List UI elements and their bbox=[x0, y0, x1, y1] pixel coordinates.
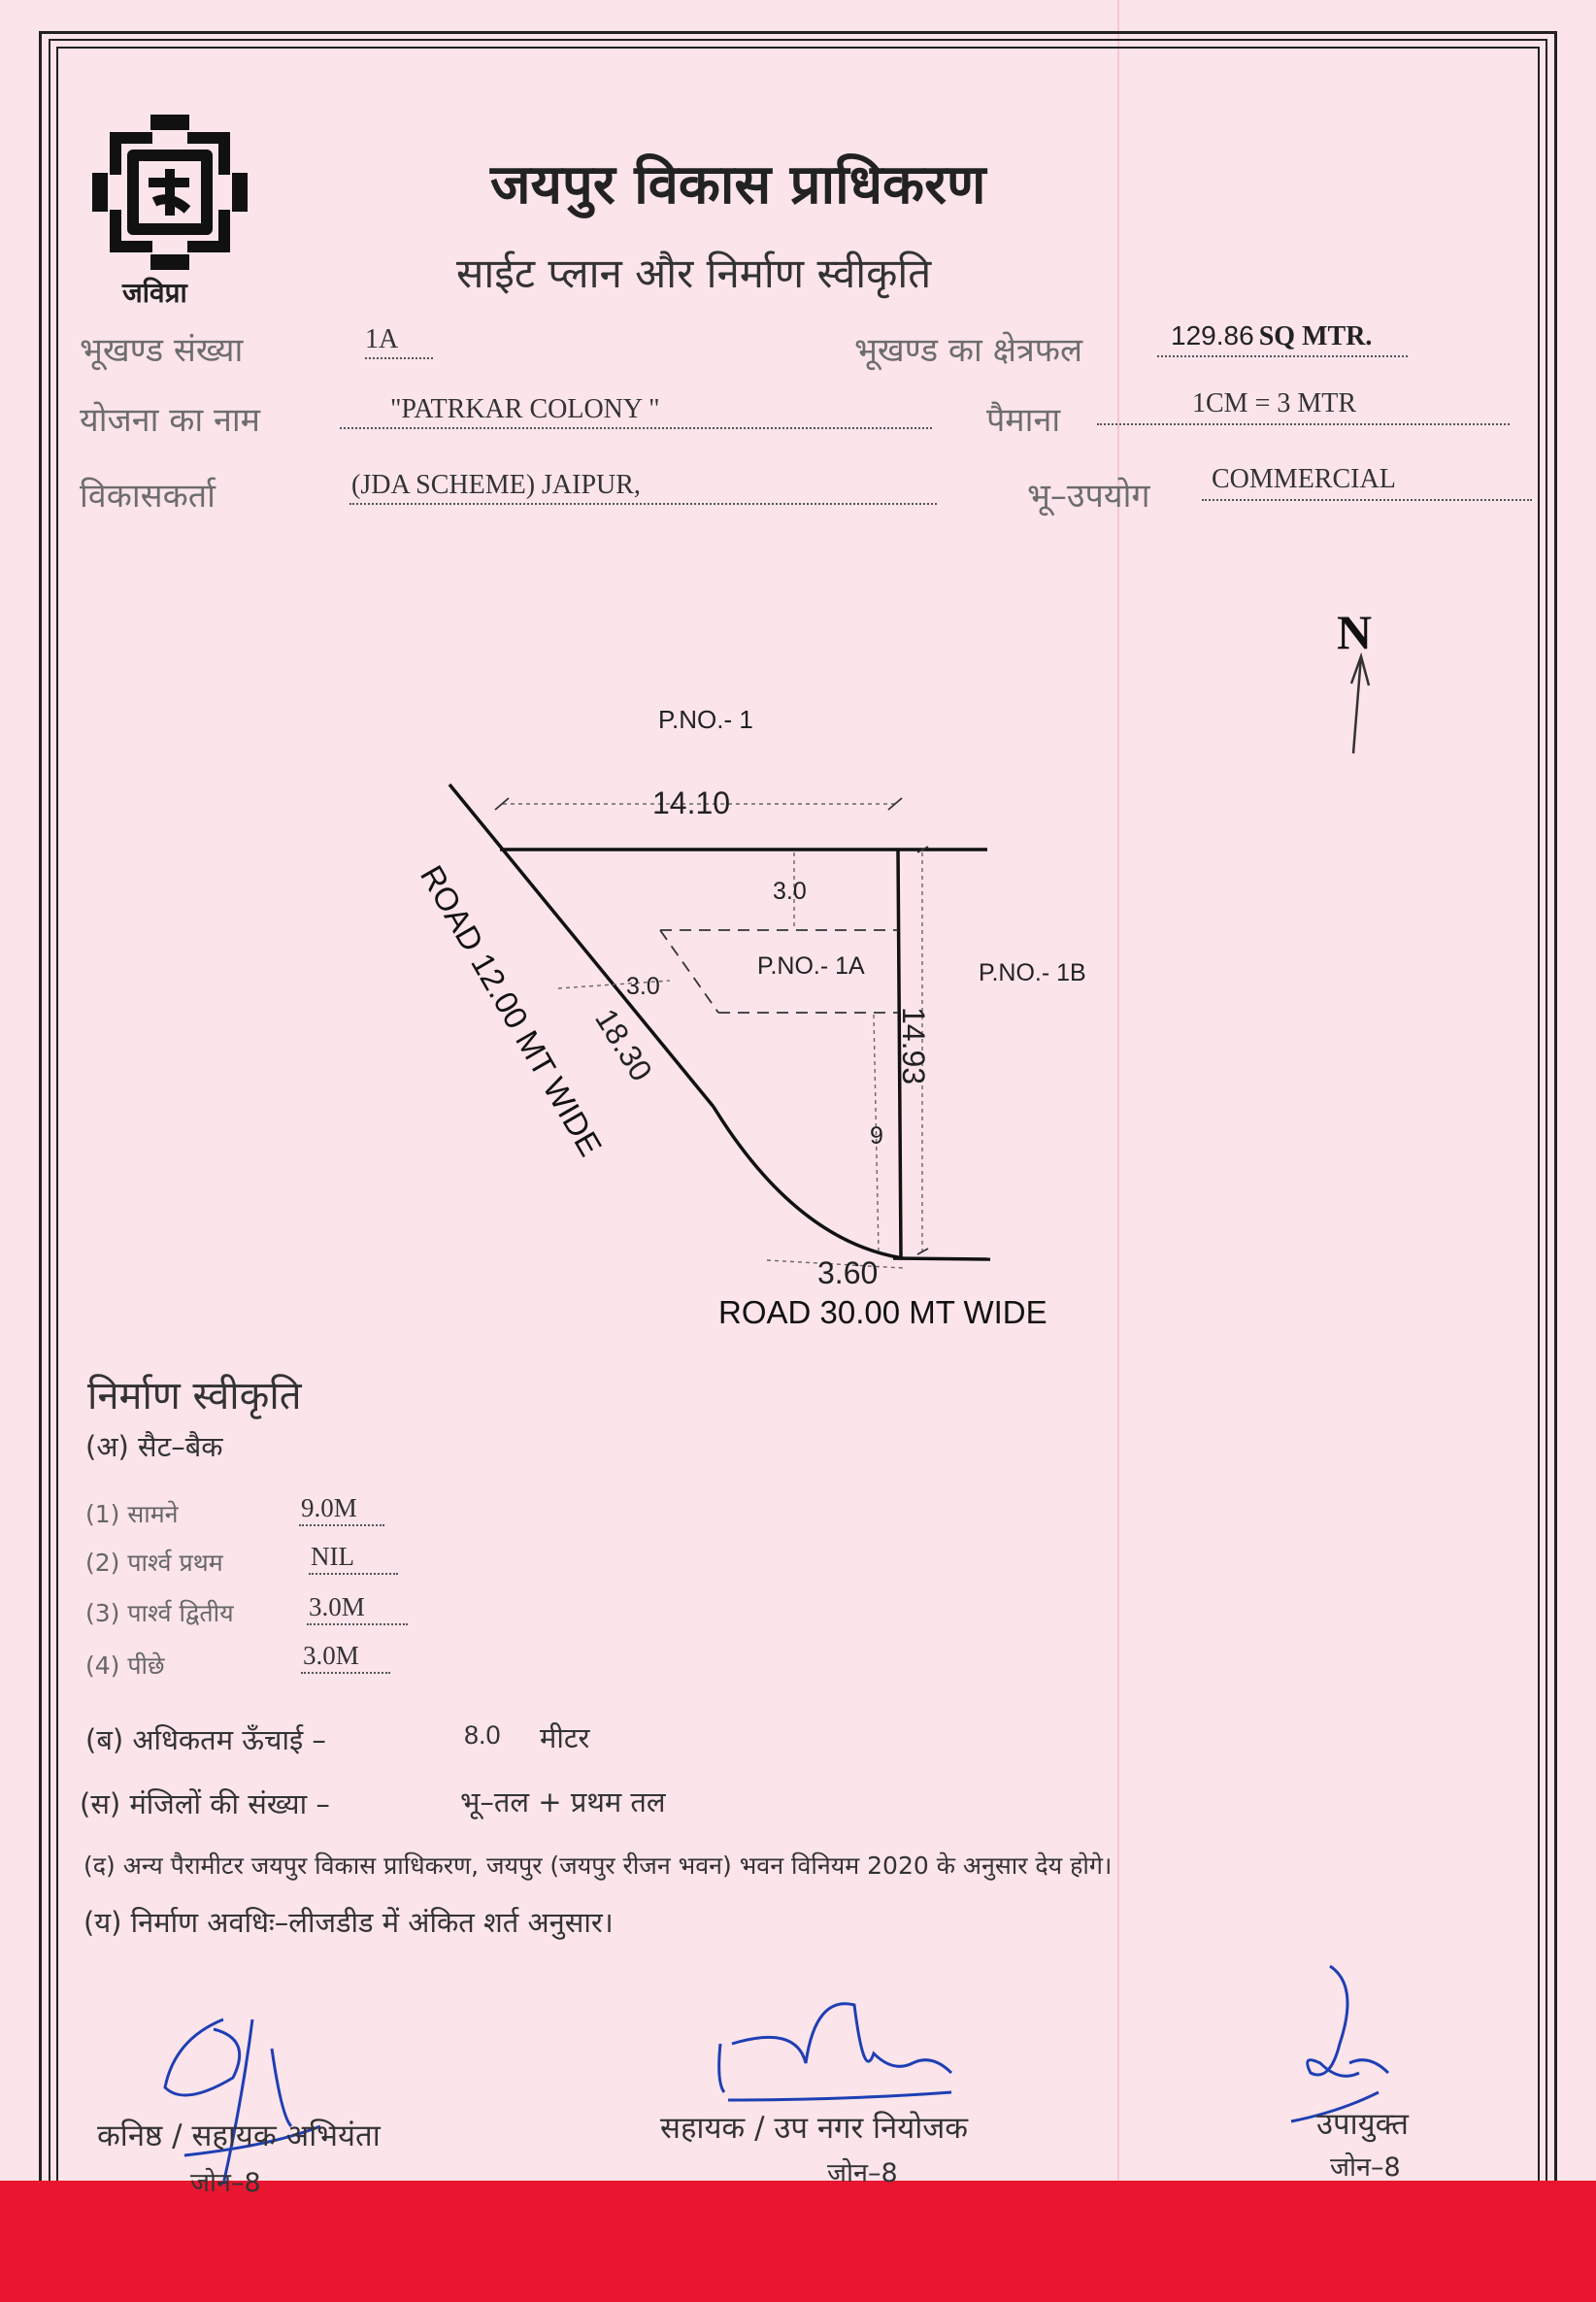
signatory-2-zone: जोन–8 bbox=[827, 2158, 898, 2188]
setback-side1-label: (2) पार्श्व प्रथम bbox=[85, 1549, 223, 1577]
dim-right: 14.93 bbox=[896, 1007, 931, 1085]
signature-2 bbox=[709, 1976, 961, 2112]
floors-value: भू–तल + प्रथम तल bbox=[460, 1785, 666, 1818]
max-height-unit: मीटर bbox=[540, 1721, 590, 1754]
developer-dots bbox=[349, 503, 937, 505]
setback-front-dots bbox=[299, 1524, 384, 1526]
setback-side2-label: (3) पार्श्व द्वितीय bbox=[85, 1599, 234, 1627]
road-left-label: ROAD 12.00 MT WIDE bbox=[413, 859, 610, 1162]
plot-no-dots bbox=[365, 357, 433, 359]
scale-value: 1CM = 3 MTR bbox=[1192, 388, 1357, 418]
setback-rear-label: (4) पीछे bbox=[85, 1651, 165, 1680]
plot-area-value bbox=[1171, 320, 1372, 352]
setback-rear-value: 3.0M bbox=[303, 1641, 359, 1670]
max-height-label: (ब) अधिकतम ऊँचाई – bbox=[85, 1723, 326, 1756]
dim-setback-top: 3.0 bbox=[773, 878, 807, 905]
max-height-value: 8.0 bbox=[464, 1720, 501, 1750]
north-label: N bbox=[1337, 605, 1373, 659]
signatory-3-zone: जोन–8 bbox=[1330, 2152, 1401, 2183]
note-y: (य) निर्माण अवधिः–लीजडीड में अंकित शर्त अनुसार। bbox=[83, 1906, 614, 1939]
signatory-3-title: उपायुक्त bbox=[1316, 2107, 1409, 2142]
landuse-label: भू–उपयोग bbox=[1027, 477, 1150, 516]
landuse-value: COMMERCIAL bbox=[1212, 464, 1396, 494]
signatory-1-zone: जोन–8 bbox=[190, 2168, 261, 2198]
dimension-ticks bbox=[495, 798, 928, 1254]
developer-value: (JDA SCHEME) JAIPUR, bbox=[351, 470, 641, 500]
site-plan-drawing bbox=[388, 705, 1146, 1379]
developer-label: विकासकर्ता bbox=[80, 477, 216, 516]
plot-area-dots bbox=[1157, 355, 1408, 357]
landuse-dots bbox=[1202, 499, 1532, 501]
dim-bottom: 3.60 bbox=[817, 1255, 879, 1290]
pno-top: P.NO.- 1 bbox=[658, 705, 753, 734]
setback-side2-value: 3.0M bbox=[309, 1592, 365, 1621]
dim-setback-left: 3.0 bbox=[626, 973, 660, 1000]
dim-diagonal: 18.30 bbox=[588, 1002, 660, 1087]
logo-caption: जविप्रा bbox=[122, 277, 187, 309]
scheme-dots bbox=[340, 427, 932, 429]
jda-logo-icon bbox=[92, 115, 248, 270]
page-title: जयपुर विकास प्राधिकरण bbox=[490, 153, 986, 217]
dim-top: 14.10 bbox=[652, 785, 731, 820]
pno-right: P.NO.- 1B bbox=[979, 959, 1086, 986]
signatory-1-title: कनिष्ठ / सहायक अभियंता bbox=[97, 2119, 381, 2153]
approval-heading: निर्माण स्वीकृति bbox=[87, 1374, 302, 1418]
north-arrow-icon bbox=[1340, 651, 1379, 757]
setback-heading: (अ) सैट–बैक bbox=[85, 1430, 223, 1463]
setback-side1-dots bbox=[309, 1573, 398, 1575]
plot-area-number: 129.86 bbox=[1171, 320, 1254, 350]
plot-area-label: भूखण्ड का क्षेत्रफल bbox=[854, 331, 1082, 370]
setback-front-value: 9.0M bbox=[301, 1493, 357, 1522]
setback-front-label: (1) सामने bbox=[85, 1500, 179, 1528]
scale-dots bbox=[1097, 423, 1510, 425]
dim-front: 9 bbox=[870, 1122, 883, 1150]
setback-rear-dots bbox=[301, 1672, 390, 1674]
signatory-2-title: सहायक / उप नगर नियोजक bbox=[660, 2111, 969, 2146]
road-bottom-label: ROAD 30.00 MT WIDE bbox=[718, 1294, 1047, 1330]
setback-side1-value: NIL bbox=[311, 1542, 354, 1571]
setback-side2-dots bbox=[307, 1623, 408, 1625]
scheme-label: योजना का नाम bbox=[80, 401, 260, 440]
dimension-lines bbox=[503, 804, 922, 1268]
pno-center: P.NO.- 1A bbox=[757, 952, 865, 980]
scheme-value: "PATRKAR COLONY " bbox=[390, 394, 660, 424]
plot-no-label: भूखण्ड संख्या bbox=[80, 331, 244, 370]
plot-area-unit: SQ MTR. bbox=[1258, 321, 1373, 351]
page-subtitle: साईट प्लान और निर्माण स्वीकृति bbox=[456, 250, 932, 297]
plot-no-value: 1A bbox=[365, 324, 399, 354]
floors-label: (स) मंजिलों की संख्या – bbox=[80, 1787, 330, 1820]
scale-label: पैमाना bbox=[986, 401, 1061, 440]
note-d: (द) अन्य पैरामीटर जयपुर विकास प्राधिकरण, जयपुर (जयपुर रीजन भवन) भवन विनियम 2020 के अनुसार देय होगे। bbox=[83, 1852, 1113, 1880]
